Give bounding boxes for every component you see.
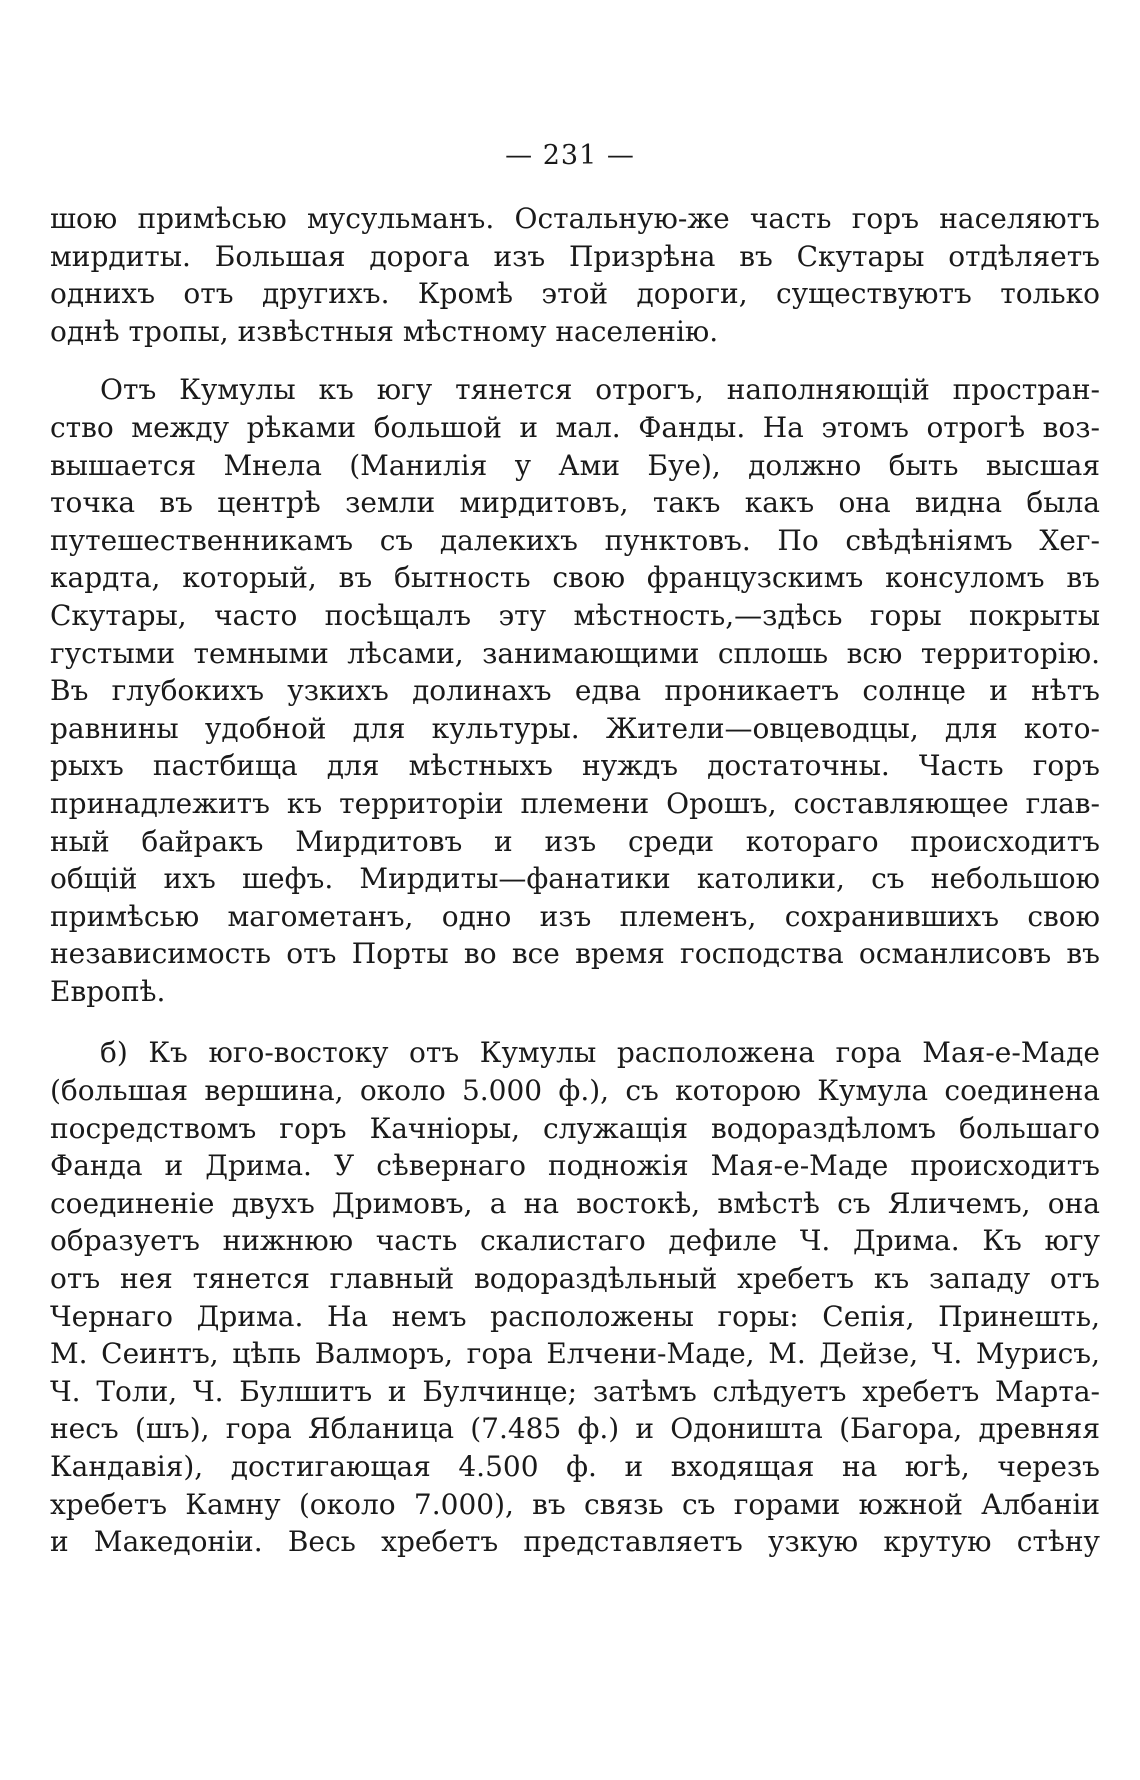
text-line: Въ глубокихъ узкихъ долинахъ едва проникаетъ солнце и нѣтъ — [50, 674, 1100, 708]
text-line: независимость отъ Порты во все время господства османлисовъ въ — [50, 937, 1100, 971]
text-line: принадлежитъ къ территоріи племени Орошъ, составляющее глав- — [50, 786, 1100, 820]
text-line: Ч. Толи, Ч. Булшитъ и Булчинце; затѣмъ слѣдуетъ хребетъ Марта- — [50, 1374, 1100, 1408]
text-line: Чернаго Дрима. На немъ расположены горы: Сепія, Принешть, — [50, 1299, 1100, 1333]
text-line: (большая вершина, около 5.000 ф.), съ которою Кумула соединена — [50, 1074, 1100, 1108]
document-body — [50, 200, 1100, 1561]
text-line: шою примѣсью мусульманъ. Остальную-же часть горъ населяютъ — [50, 202, 1100, 235]
text-line: ство между рѣками большой и мал. Фанды. На этомъ отрогѣ воз- — [50, 410, 1100, 444]
text-line: Фанда и Дрима. У сѣвернаго подножія Мая-е-Маде происходитъ — [50, 1149, 1100, 1183]
text-line: точка въ центрѣ земли мирдитовъ, такъ какъ она видна была — [50, 486, 1100, 520]
text-line: и Македоніи. Весь хребетъ представляетъ узкую крутую стѣну — [50, 1525, 1100, 1559]
text-line: общій ихъ шефъ. Мирдиты—фанатики католики, съ небольшою — [50, 862, 1100, 896]
text-line: ный байракъ Мирдитовъ и изъ среди котораго происходитъ — [50, 824, 1100, 858]
text-line: однѣ тропы, извѣстныя мѣстному населенію. — [50, 314, 719, 348]
text-line: мирдиты. Большая дорога изъ Призрѣна въ Скутары отдѣляетъ — [50, 239, 1100, 273]
paragraph-2 — [50, 371, 1100, 1010]
text-line: вышается Мнела (Манилія у Ами Буе), должно быть высшая — [50, 448, 1100, 482]
text-line: путешественникамъ съ далекихъ пунктовъ. По свѣдѣніямъ Хег- — [50, 523, 1100, 557]
text-line: густыми темными лѣсами, занимающими сплошь всю территорію. — [50, 636, 1100, 670]
text-line: равнины удобной для культуры. Жители—овцеводцы, для кото- — [50, 711, 1100, 745]
paragraph-3 — [50, 1034, 1100, 1560]
text-line: Скутары, часто посѣщалъ эту мѣстность,—здѣсь горы покрыты — [50, 598, 1100, 632]
page-number: — 231 — — [505, 140, 635, 171]
text-line: б) Къ юго-востоку отъ Кумулы расположена гора Мая-е-Маде — [100, 1036, 1100, 1070]
text-line: отъ нея тянется главный водораздѣльный хребетъ къ западу отъ — [50, 1262, 1100, 1296]
text-line: Кандавія), достигающая 4.500 ф. и входящая на югѣ, черезъ — [50, 1450, 1100, 1483]
text-line: соединеніе двухъ Дримовъ, а на востокѣ, вмѣстѣ съ Яличемъ, она — [50, 1186, 1100, 1220]
text-line: кардта, который, въ бытность свою французскимъ консуломъ въ — [50, 561, 1100, 595]
text-line: несъ (шъ), гора Ябланица (7.485 ф.) и Одоништа (Багора, древняя — [50, 1412, 1100, 1446]
text-line: однихъ отъ другихъ. Кромѣ этой дороги, существуютъ только — [50, 277, 1100, 311]
text-line: рыхъ пастбища для мѣстныхъ нуждъ достаточны. Часть горъ — [50, 749, 1100, 783]
text-line: хребетъ Камну (около 7.000), въ связь съ горами южной Албаніи — [50, 1487, 1100, 1521]
text-line: Отъ Кумулы къ югу тянется отрогъ, наполняющій простран- — [100, 373, 1100, 407]
paragraph-1 — [50, 200, 1100, 350]
text-line: образуетъ нижнюю часть скалистаго дефиле Ч. Дрима. Къ югу — [50, 1224, 1100, 1258]
text-line: примѣсью магометанъ, одно изъ племенъ, сохранившихъ свою — [50, 899, 1100, 933]
text-line: М. Сеинтъ, цѣпь Валморъ, гора Елчени-Маде, М. Дейзе, Ч. Мурисъ, — [50, 1337, 1100, 1371]
text-line: посредствомъ горъ Качніоры, служащія водораздѣломъ большаго — [50, 1111, 1100, 1145]
text-line: Европѣ. — [50, 974, 166, 1008]
